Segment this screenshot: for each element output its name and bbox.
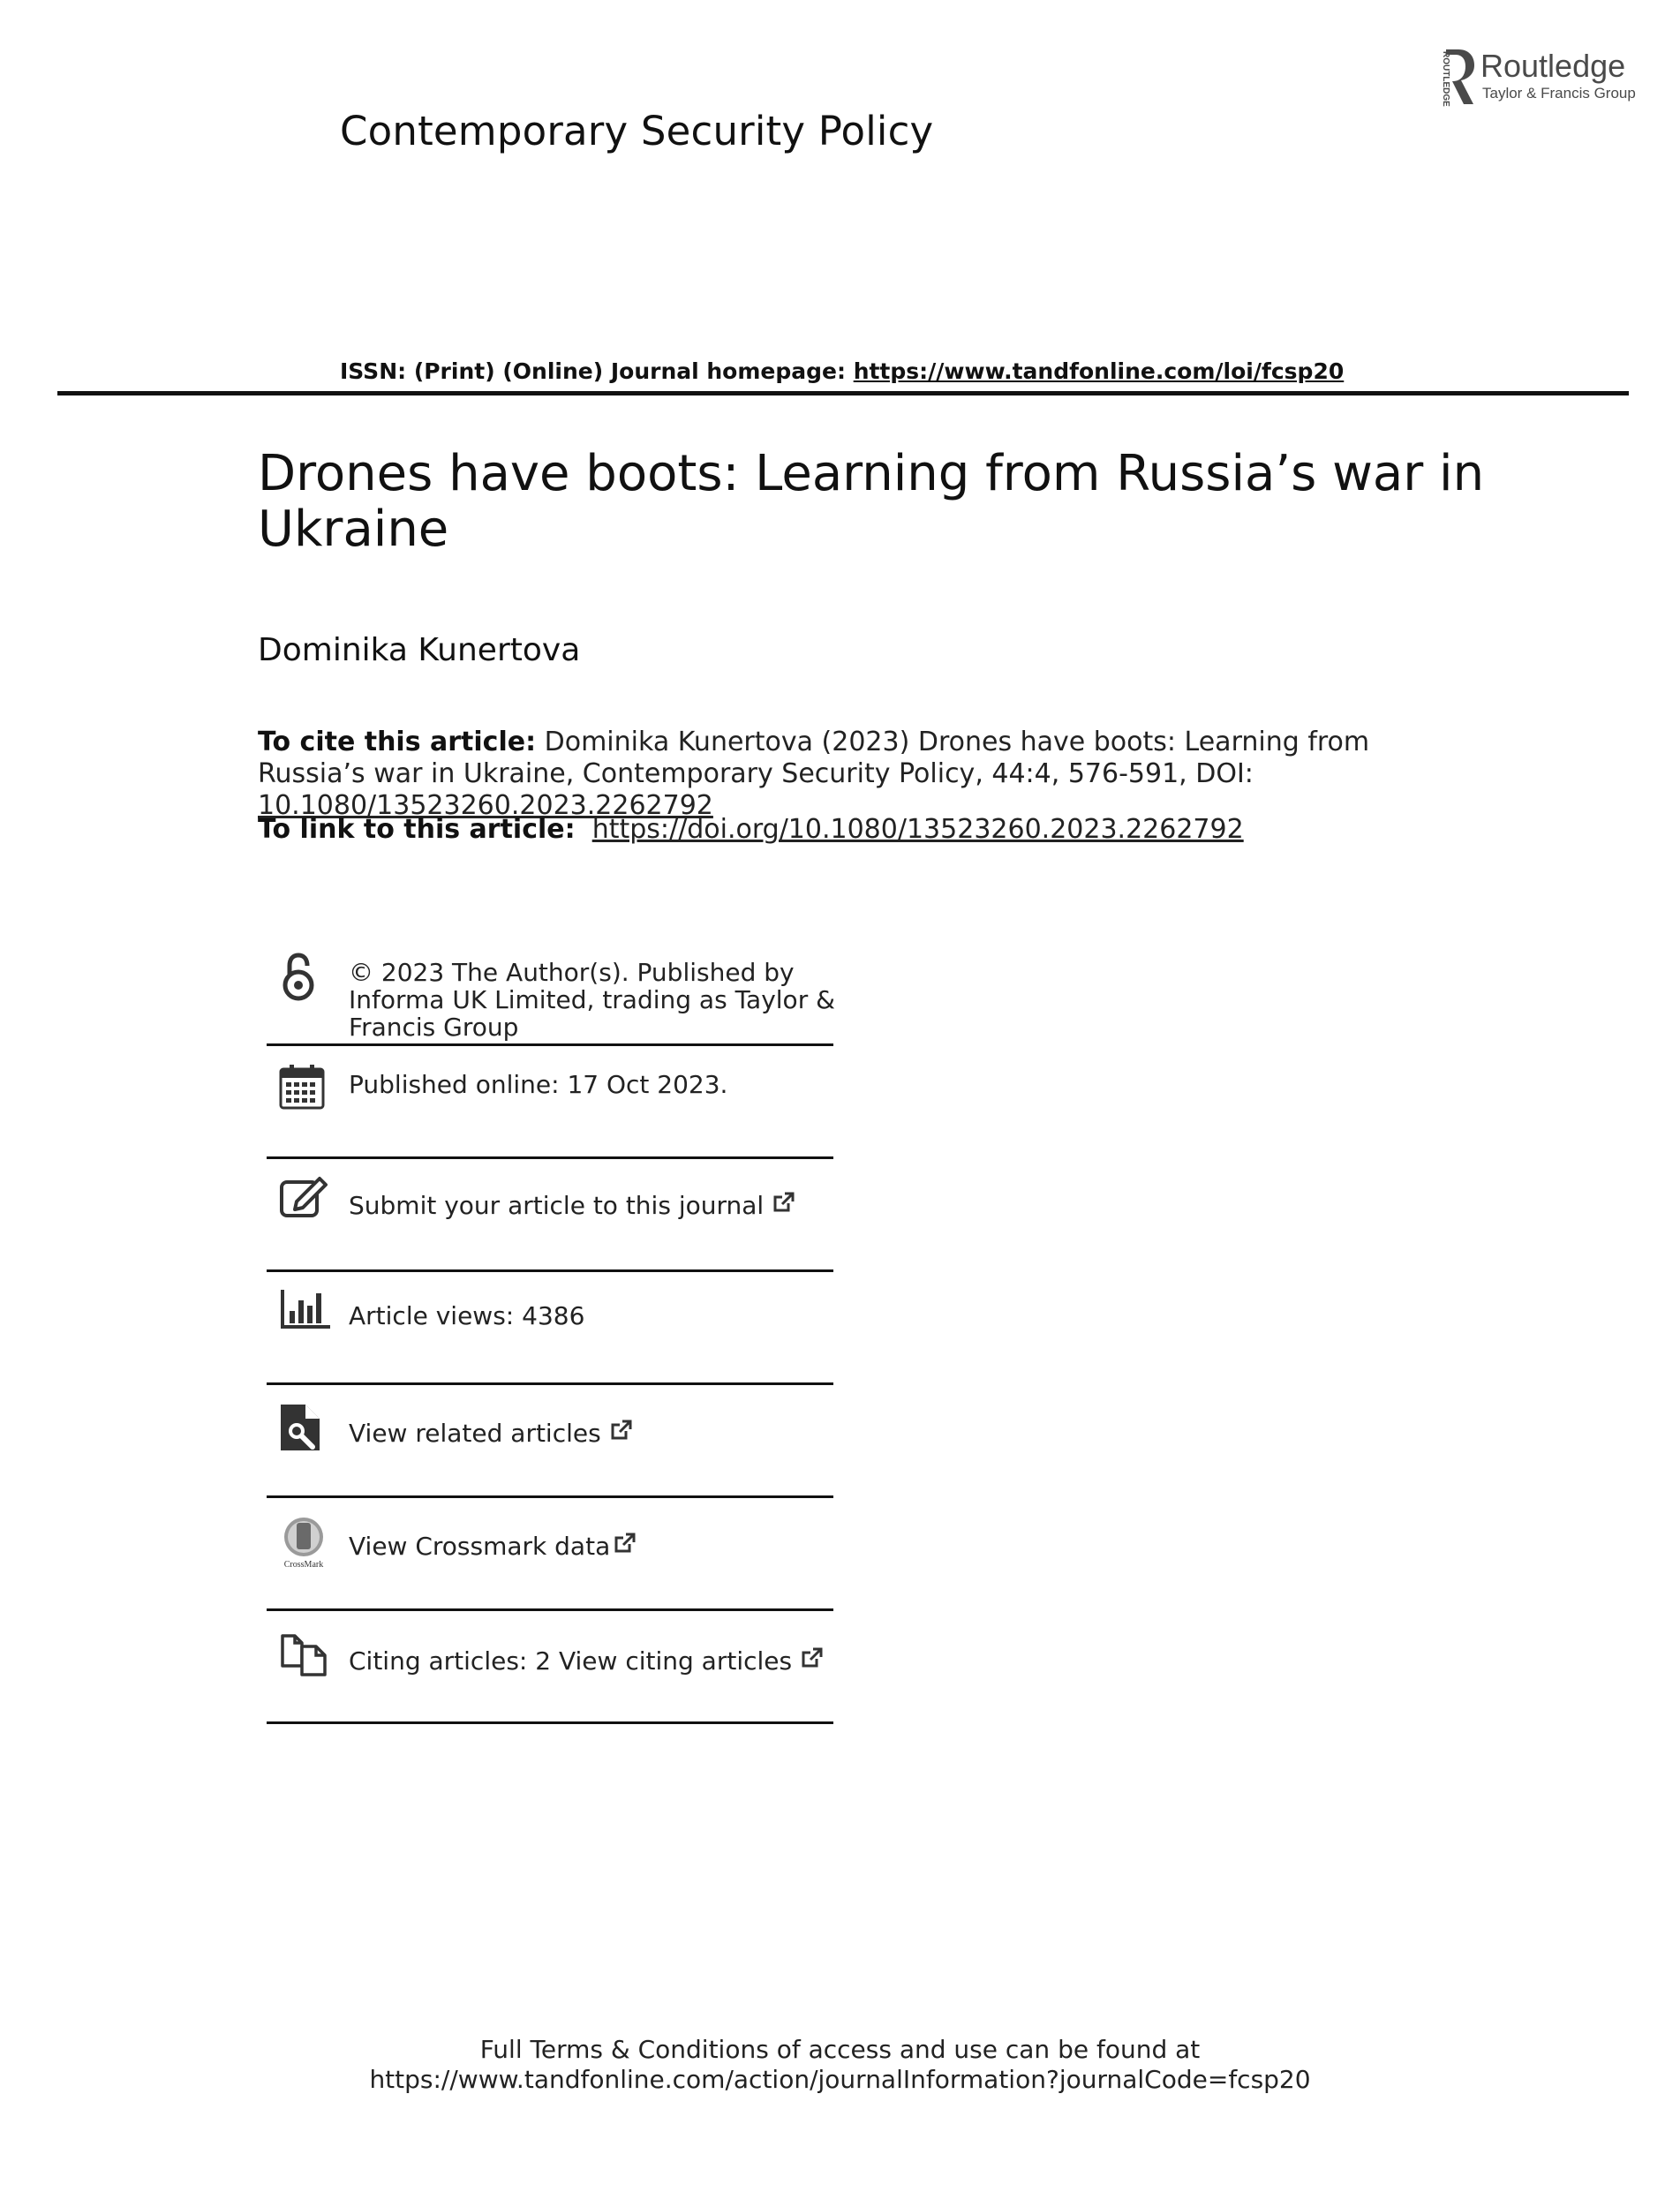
info-row-submit[interactable]	[267, 1159, 833, 1272]
routledge-r-icon	[1432, 46, 1476, 108]
cite-text: Dominika Kunertova (2023) Drones have boots: Learning from Russia’s war in Ukraine, Contemporary Security Policy, 44:4, 576-591, DOI:	[258, 727, 1370, 789]
issn-label: ISSN: (Print) (Online) Journal homepage:	[340, 358, 854, 384]
doi-link[interactable]: 10.1080/13523260.2023.2262792	[258, 790, 713, 821]
terms-url[interactable]: https://www.tandfonline.com/action/journalInformation?journalCode=fcsp20	[369, 2065, 1311, 2094]
article-views: Article views: 4386	[349, 1301, 585, 1330]
article-title: Drones have boots: Learning from Russia’s war in Ukraine	[258, 445, 1485, 558]
info-row-copyright	[267, 946, 833, 1046]
info-row-published	[267, 1046, 833, 1159]
external-link-icon	[610, 1419, 633, 1442]
crossmark-logo-text: CrossMark	[283, 1560, 324, 1569]
terms-line: Full Terms & Conditions of access and use can be found at	[479, 2035, 1201, 2064]
article-link-line	[258, 814, 1244, 845]
cite-label: To cite this article:	[258, 727, 537, 757]
routledge-logo[interactable]	[1432, 46, 1644, 109]
logo-vertical-text: ROUTLEDGE	[1441, 51, 1450, 107]
edit-pencil-icon	[279, 1175, 328, 1219]
crossmark-icon	[277, 1516, 330, 1569]
citation-block	[258, 727, 1450, 822]
issn-line	[340, 358, 1344, 384]
journal-title: Contemporary Security Policy	[340, 108, 934, 154]
external-link-icon	[614, 1532, 637, 1555]
journal-homepage-link[interactable]: https://www.tandfonline.com/loi/fcsp20	[853, 358, 1345, 384]
document-search-icon	[279, 1403, 321, 1452]
crossmark-link[interactable]	[349, 1532, 637, 1560]
info-row-related[interactable]	[267, 1385, 833, 1498]
info-row-citing[interactable]	[267, 1611, 833, 1724]
article-doi-url[interactable]: https://doi.org/10.1080/13523260.2023.2262792	[591, 814, 1244, 845]
copy-documents-icon	[279, 1627, 328, 1676]
copyright-text: © 2023 The Author(s). Published by Informa UK Limited, trading as Taylor & Francis Group	[349, 958, 835, 1042]
submit-text: Submit your article to this journal	[349, 1191, 765, 1220]
crossmark-text: View Crossmark data	[349, 1532, 611, 1561]
publisher-subtitle: Taylor & Francis Group	[1482, 85, 1636, 102]
author-name: Dominika Kunertova	[258, 632, 581, 668]
related-text: View related articles	[349, 1419, 601, 1448]
citing-text: Citing articles: 2 View citing articles	[349, 1646, 793, 1676]
calendar-icon	[279, 1064, 325, 1110]
bar-chart-icon	[279, 1288, 332, 1330]
view-related-articles-link[interactable]	[349, 1419, 633, 1447]
publisher-name: Routledge	[1480, 48, 1626, 84]
open-access-icon	[281, 952, 316, 1005]
info-row-crossmark[interactable]	[267, 1498, 833, 1611]
external-link-icon	[772, 1191, 795, 1214]
published-date: Published online: 17 Oct 2023.	[349, 1070, 728, 1099]
header-divider	[57, 391, 1629, 395]
link-label: To link to this article:	[258, 814, 576, 845]
citing-articles-link[interactable]	[349, 1646, 824, 1675]
info-row-views	[267, 1272, 833, 1385]
submit-article-link[interactable]	[349, 1191, 795, 1219]
external-link-icon	[801, 1646, 824, 1669]
terms-footer	[0, 2035, 1680, 2095]
